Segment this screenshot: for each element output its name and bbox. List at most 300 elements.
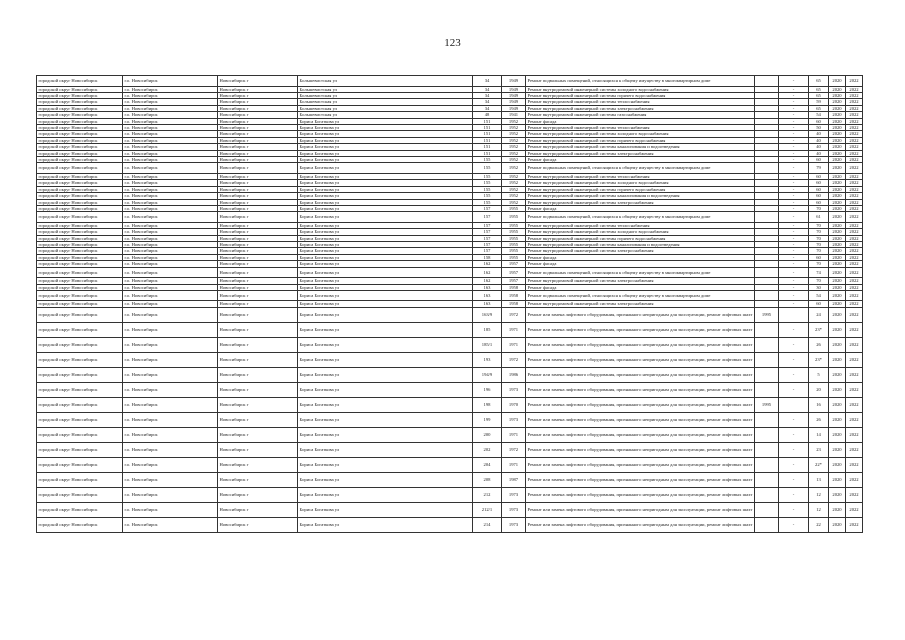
- cell-year-built: 1955: [502, 212, 526, 223]
- cell-house-number: 155: [473, 163, 502, 174]
- cell-house-number: 199: [473, 412, 502, 427]
- cell-street: Бориса Богаткова ул: [298, 137, 473, 143]
- cell-year-from: 2020: [829, 137, 846, 143]
- cell-year-from: 2020: [829, 205, 846, 211]
- cell-work-type: Ремонт или замена лифтового оборудования, признанного непригодным для эксплуатации, ремонт лифтовых шахт: [526, 322, 755, 337]
- cell-house-number: 151: [473, 137, 502, 143]
- cell-year-built: 1952: [502, 199, 526, 205]
- cell-volume: 70: [809, 235, 829, 241]
- cell-year-to: 2022: [846, 229, 863, 235]
- cell-street: Бориса Богаткова ул: [298, 337, 473, 352]
- cell-locality: Новосибирск г: [218, 278, 298, 284]
- cell-year-built: 1952: [502, 131, 526, 137]
- cell-street: Бориса Богаткова ул: [298, 284, 473, 290]
- cell-house-number: 214: [473, 517, 502, 532]
- cell-year-from: 2020: [829, 112, 846, 118]
- cell-extra-year: [755, 352, 779, 367]
- cell-year-built: 1941: [502, 112, 526, 118]
- cell-work-type: Ремонт внутридомовой инженерной системы горячего водоснабжения: [526, 137, 755, 143]
- cell-street: Бориса Богаткова ул: [298, 382, 473, 397]
- cell-city: г.о. Новосибирск: [123, 99, 218, 105]
- cell-year-built: 1973: [502, 502, 526, 517]
- cell-city: г.о. Новосибирск: [123, 156, 218, 162]
- cell-dash: -: [779, 150, 809, 156]
- cell-street: Большевистская ул: [298, 105, 473, 111]
- cell-locality: Новосибирск г: [218, 322, 298, 337]
- cell-work-type: Ремонт внутридомовой инженерной системы теплоснабжения: [526, 99, 755, 105]
- cell-dash: -: [779, 212, 809, 223]
- cell-work-type: Ремонт внутридомовой инженерной системы канализования и водоотведения: [526, 242, 755, 248]
- cell-year-built: 1973: [502, 412, 526, 427]
- cell-house-number: 155: [473, 199, 502, 205]
- cell-district: городской округ Новосибирск: [37, 137, 123, 143]
- cell-dash: -: [779, 112, 809, 118]
- cell-year-built: 1958: [502, 290, 526, 301]
- cell-house-number: 155: [473, 193, 502, 199]
- cell-locality: Новосибирск г: [218, 180, 298, 186]
- cell-year-from: 2020: [829, 131, 846, 137]
- cell-city: г.о. Новосибирск: [123, 118, 218, 124]
- cell-volume: 65: [809, 92, 829, 98]
- cell-volume: 74: [809, 267, 829, 278]
- cell-dash: -: [779, 382, 809, 397]
- cell-locality: Новосибирск г: [218, 382, 298, 397]
- cell-work-type: Ремонт внутридомовой инженерной системы электроснабжения: [526, 278, 755, 284]
- cell-district: городской округ Новосибирск: [37, 118, 123, 124]
- cell-volume: 70: [809, 205, 829, 211]
- cell-work-type: Ремонт фасада: [526, 254, 755, 260]
- cell-locality: Новосибирск г: [218, 517, 298, 532]
- cell-dash: -: [779, 105, 809, 111]
- cell-work-type: Ремонт фасада: [526, 261, 755, 267]
- cell-year-from: 2020: [829, 156, 846, 162]
- cell-district: городской округ Новосибирск: [37, 222, 123, 228]
- cell-district: городской округ Новосибирск: [37, 397, 123, 412]
- cell-dash: -: [779, 144, 809, 150]
- cell-locality: Новосибирск г: [218, 261, 298, 267]
- cell-year-from: 2020: [829, 261, 846, 267]
- cell-district: городской округ Новосибирск: [37, 235, 123, 241]
- cell-work-type: Ремонт подвальных помещений, относящихся к общему имуществу в многоквартирном доме: [526, 212, 755, 223]
- table-row: [37, 502, 863, 517]
- cell-district: городской округ Новосибирск: [37, 105, 123, 111]
- cell-extra-year: [755, 163, 779, 174]
- cell-city: г.о. Новосибирск: [123, 457, 218, 472]
- cell-street: Большевистская ул: [298, 99, 473, 105]
- cell-year-built: 1973: [502, 382, 526, 397]
- cell-locality: Новосибирск г: [218, 235, 298, 241]
- cell-district: городской округ Новосибирск: [37, 261, 123, 267]
- cell-city: г.о. Новосибирск: [123, 229, 218, 235]
- cell-locality: Новосибирск г: [218, 487, 298, 502]
- cell-locality: Новосибирск г: [218, 193, 298, 199]
- cell-year-to: 2022: [846, 290, 863, 301]
- cell-locality: Новосибирск г: [218, 124, 298, 130]
- cell-volume: 70: [809, 229, 829, 235]
- cell-extra-year: [755, 337, 779, 352]
- cell-street: Бориса Богаткова ул: [298, 397, 473, 412]
- cell-year-to: 2022: [846, 99, 863, 105]
- cell-volume: 70: [809, 242, 829, 248]
- cell-dash: -: [779, 199, 809, 205]
- page-number: 123: [444, 37, 461, 49]
- cell-dash: -: [779, 76, 809, 87]
- cell-work-type: Ремонт внутридомовой инженерной системы канализования и водоотведения: [526, 144, 755, 150]
- table-row: [37, 267, 863, 278]
- cell-street: Бориса Богаткова ул: [298, 412, 473, 427]
- cell-house-number: 34: [473, 86, 502, 92]
- cell-district: городской округ Новосибирск: [37, 99, 123, 105]
- table-row: [37, 352, 863, 367]
- cell-year-from: 2020: [829, 105, 846, 111]
- cell-street: Бориса Богаткова ул: [298, 502, 473, 517]
- cell-district: городской округ Новосибирск: [37, 124, 123, 130]
- cell-dash: -: [779, 457, 809, 472]
- cell-city: г.о. Новосибирск: [123, 235, 218, 241]
- cell-city: г.о. Новосибирск: [123, 307, 218, 322]
- cell-work-type: Ремонт или замена лифтового оборудования, признанного непригодным для эксплуатации, ремонт лифтовых шахт: [526, 352, 755, 367]
- cell-house-number: 162: [473, 278, 502, 284]
- cell-volume: 60: [809, 186, 829, 192]
- program-table-container: [36, 75, 862, 533]
- cell-year-built: 1958: [502, 284, 526, 290]
- cell-year-from: 2020: [829, 163, 846, 174]
- cell-city: г.о. Новосибирск: [123, 193, 218, 199]
- cell-street: Бориса Богаткова ул: [298, 254, 473, 260]
- cell-year-to: 2022: [846, 502, 863, 517]
- cell-dash: [779, 307, 809, 322]
- cell-dash: -: [779, 427, 809, 442]
- cell-city: г.о. Новосибирск: [123, 284, 218, 290]
- cell-year-from: 2020: [829, 229, 846, 235]
- cell-volume: 30: [809, 284, 829, 290]
- cell-work-type: Ремонт или замена лифтового оборудования, признанного непригодным для эксплуатации, ремонт лифтовых шахт: [526, 487, 755, 502]
- cell-year-from: 2020: [829, 487, 846, 502]
- cell-street: Бориса Богаткова ул: [298, 205, 473, 211]
- cell-house-number: 151: [473, 131, 502, 137]
- cell-year-built: 1952: [502, 180, 526, 186]
- cell-house-number: 157: [473, 248, 502, 254]
- cell-year-from: 2020: [829, 144, 846, 150]
- cell-house-number: 196: [473, 382, 502, 397]
- cell-dash: -: [779, 284, 809, 290]
- cell-street: Бориса Богаткова ул: [298, 261, 473, 267]
- cell-locality: Новосибирск г: [218, 397, 298, 412]
- cell-work-type: Ремонт или замена лифтового оборудования, признанного непригодным для эксплуатации, ремонт лифтовых шахт: [526, 427, 755, 442]
- cell-street: Бориса Богаткова ул: [298, 457, 473, 472]
- cell-dash: -: [779, 99, 809, 105]
- cell-street: Бориса Богаткова ул: [298, 242, 473, 248]
- cell-year-to: 2022: [846, 124, 863, 130]
- cell-year-to: 2022: [846, 427, 863, 442]
- cell-street: Бориса Богаткова ул: [298, 124, 473, 130]
- cell-year-from: 2020: [829, 284, 846, 290]
- cell-year-built: 1955: [502, 248, 526, 254]
- cell-district: городской округ Новосибирск: [37, 173, 123, 179]
- cell-volume: 54: [809, 290, 829, 301]
- cell-year-to: 2022: [846, 261, 863, 267]
- cell-dash: [779, 397, 809, 412]
- cell-city: г.о. Новосибирск: [123, 352, 218, 367]
- cell-volume: 22*: [809, 457, 829, 472]
- cell-year-built: 1955: [502, 235, 526, 241]
- cell-year-from: 2020: [829, 76, 846, 87]
- cell-house-number: 155: [473, 156, 502, 162]
- cell-year-built: 1949: [502, 86, 526, 92]
- cell-volume: 23*: [809, 322, 829, 337]
- cell-year-built: 1952: [502, 150, 526, 156]
- cell-year-to: 2022: [846, 222, 863, 228]
- cell-volume: 23: [809, 442, 829, 457]
- cell-city: г.о. Новосибирск: [123, 278, 218, 284]
- cell-city: г.о. Новосибирск: [123, 186, 218, 192]
- cell-year-to: 2022: [846, 163, 863, 174]
- cell-city: г.о. Новосибирск: [123, 412, 218, 427]
- cell-city: г.о. Новосибирск: [123, 212, 218, 223]
- cell-street: Большевистская ул: [298, 112, 473, 118]
- cell-district: городской округ Новосибирск: [37, 112, 123, 118]
- cell-extra-year: [755, 212, 779, 223]
- cell-volume: 60: [809, 193, 829, 199]
- cell-house-number: 151: [473, 124, 502, 130]
- cell-volume: 60: [809, 156, 829, 162]
- cell-locality: Новосибирск г: [218, 156, 298, 162]
- cell-extra-year: [755, 322, 779, 337]
- cell-dash: -: [779, 267, 809, 278]
- cell-city: г.о. Новосибирск: [123, 105, 218, 111]
- cell-volume: 65: [809, 86, 829, 92]
- cell-street: Бориса Богаткова ул: [298, 248, 473, 254]
- cell-year-from: 2020: [829, 457, 846, 472]
- cell-dash: -: [779, 290, 809, 301]
- cell-year-to: 2022: [846, 472, 863, 487]
- cell-dash: -: [779, 502, 809, 517]
- cell-year-from: 2020: [829, 248, 846, 254]
- cell-year-built: 1972: [502, 307, 526, 322]
- cell-city: г.о. Новосибирск: [123, 517, 218, 532]
- cell-city: г.о. Новосибирск: [123, 502, 218, 517]
- cell-house-number: 157: [473, 212, 502, 223]
- cell-extra-year: [755, 517, 779, 532]
- cell-year-from: 2020: [829, 397, 846, 412]
- cell-street: Бориса Богаткова ул: [298, 290, 473, 301]
- cell-extra-year: [755, 290, 779, 301]
- cell-year-built: 1972: [502, 352, 526, 367]
- cell-dash: -: [779, 86, 809, 92]
- cell-dash: -: [779, 229, 809, 235]
- cell-year-to: 2022: [846, 254, 863, 260]
- cell-work-type: Ремонт фасада: [526, 156, 755, 162]
- cell-locality: Новосибирск г: [218, 92, 298, 98]
- cell-year-from: 2020: [829, 307, 846, 322]
- cell-year-from: 2020: [829, 322, 846, 337]
- cell-city: г.о. Новосибирск: [123, 173, 218, 179]
- cell-work-type: Ремонт внутридомовой инженерной системы холодного водоснабжения: [526, 180, 755, 186]
- cell-work-type: Ремонт внутридомовой инженерной системы холодного водоснабжения: [526, 229, 755, 235]
- cell-work-type: Ремонт внутридомовой инженерной системы теплоснабжения: [526, 222, 755, 228]
- cell-district: городской округ Новосибирск: [37, 242, 123, 248]
- cell-city: г.о. Новосибирск: [123, 267, 218, 278]
- cell-extra-year: [755, 382, 779, 397]
- cell-year-to: 2022: [846, 199, 863, 205]
- cell-house-number: 162: [473, 267, 502, 278]
- cell-year-built: 1952: [502, 163, 526, 174]
- cell-volume: 60: [809, 254, 829, 260]
- cell-street: Бориса Богаткова ул: [298, 322, 473, 337]
- cell-year-built: 1949: [502, 92, 526, 98]
- table-row: [37, 307, 863, 322]
- cell-year-to: 2022: [846, 457, 863, 472]
- cell-work-type: Ремонт внутридомовой инженерной системы электроснабжения: [526, 248, 755, 254]
- cell-year-from: 2020: [829, 382, 846, 397]
- cell-volume: 70: [809, 248, 829, 254]
- cell-year-to: 2022: [846, 137, 863, 143]
- cell-extra-year: [755, 472, 779, 487]
- cell-locality: Новосибирск г: [218, 212, 298, 223]
- cell-locality: Новосибирск г: [218, 173, 298, 179]
- cell-work-type: Ремонт внутридомовой инженерной системы горячего водоснабжения: [526, 235, 755, 241]
- cell-year-built: 1973: [502, 517, 526, 532]
- cell-year-to: 2022: [846, 144, 863, 150]
- cell-year-to: 2022: [846, 267, 863, 278]
- program-table-body: [37, 76, 863, 533]
- cell-dash: -: [779, 131, 809, 137]
- table-row: [37, 412, 863, 427]
- cell-year-from: 2020: [829, 222, 846, 228]
- cell-locality: Новосибирск г: [218, 290, 298, 301]
- cell-house-number: 157: [473, 205, 502, 211]
- cell-work-type: Ремонт подвальных помещений, относящихся к общему имуществу в многоквартирном доме: [526, 267, 755, 278]
- cell-street: Бориса Богаткова ул: [298, 472, 473, 487]
- cell-house-number: 48: [473, 112, 502, 118]
- cell-street: Бориса Богаткова ул: [298, 367, 473, 382]
- cell-work-type: Ремонт внутридомовой инженерной системы канализования и водоотведения: [526, 193, 755, 199]
- cell-city: г.о. Новосибирск: [123, 242, 218, 248]
- cell-volume: 70: [809, 261, 829, 267]
- cell-house-number: 34: [473, 92, 502, 98]
- cell-city: г.о. Новосибирск: [123, 427, 218, 442]
- cell-locality: Новосибирск г: [218, 412, 298, 427]
- cell-house-number: 185/1: [473, 337, 502, 352]
- cell-year-to: 2022: [846, 322, 863, 337]
- cell-locality: Новосибирск г: [218, 186, 298, 192]
- cell-locality: Новосибирск г: [218, 144, 298, 150]
- cell-district: городской округ Новосибирск: [37, 267, 123, 278]
- cell-year-built: 1949: [502, 76, 526, 87]
- cell-house-number: 200: [473, 427, 502, 442]
- cell-dash: -: [779, 118, 809, 124]
- cell-work-type: Ремонт подвальных помещений, относящихся к общему имуществу в многоквартирном доме: [526, 290, 755, 301]
- cell-street: Большевистская ул: [298, 76, 473, 87]
- cell-city: г.о. Новосибирск: [123, 301, 218, 307]
- cell-locality: Новосибирск г: [218, 229, 298, 235]
- cell-locality: Новосибирск г: [218, 199, 298, 205]
- cell-city: г.о. Новосибирск: [123, 261, 218, 267]
- cell-extra-year: [755, 427, 779, 442]
- table-row: [37, 487, 863, 502]
- table-row: [37, 442, 863, 457]
- cell-locality: Новосибирск г: [218, 99, 298, 105]
- cell-year-from: 2020: [829, 412, 846, 427]
- cell-city: г.о. Новосибирск: [123, 290, 218, 301]
- cell-year-to: 2022: [846, 442, 863, 457]
- cell-year-from: 2020: [829, 118, 846, 124]
- cell-locality: Новосибирск г: [218, 284, 298, 290]
- cell-year-built: 1952: [502, 186, 526, 192]
- cell-year-to: 2022: [846, 397, 863, 412]
- cell-year-to: 2022: [846, 173, 863, 179]
- cell-district: городской округ Новосибирск: [37, 92, 123, 98]
- cell-district: городской округ Новосибирск: [37, 144, 123, 150]
- cell-city: г.о. Новосибирск: [123, 199, 218, 205]
- cell-volume: 60: [809, 173, 829, 179]
- cell-street: Бориса Богаткова ул: [298, 212, 473, 223]
- cell-house-number: 158: [473, 254, 502, 260]
- cell-volume: 26: [809, 412, 829, 427]
- cell-year-built: 1955: [502, 222, 526, 228]
- cell-street: Бориса Богаткова ул: [298, 156, 473, 162]
- cell-street: Бориса Богаткова ул: [298, 222, 473, 228]
- cell-house-number: 155: [473, 173, 502, 179]
- cell-volume: 23*: [809, 352, 829, 367]
- cell-year-to: 2022: [846, 301, 863, 307]
- cell-district: городской округ Новосибирск: [37, 212, 123, 223]
- cell-work-type: Ремонт или замена лифтового оборудования, признанного непригодным для эксплуатации, ремонт лифтовых шахт: [526, 307, 755, 322]
- cell-district: городской округ Новосибирск: [37, 131, 123, 137]
- cell-work-type: Ремонт внутридомовой инженерной системы горячего водоснабжения: [526, 186, 755, 192]
- cell-year-from: 2020: [829, 301, 846, 307]
- cell-city: г.о. Новосибирск: [123, 397, 218, 412]
- cell-city: г.о. Новосибирск: [123, 205, 218, 211]
- cell-year-to: 2022: [846, 382, 863, 397]
- cell-house-number: 151: [473, 144, 502, 150]
- cell-year-from: 2020: [829, 235, 846, 241]
- cell-house-number: 151: [473, 118, 502, 124]
- cell-city: г.о. Новосибирск: [123, 86, 218, 92]
- cell-house-number: 212/1: [473, 502, 502, 517]
- cell-work-type: Ремонт внутридомовой инженерной системы холодного водоснабжения: [526, 86, 755, 92]
- cell-volume: 61: [809, 212, 829, 223]
- cell-year-built: 1952: [502, 118, 526, 124]
- cell-work-type: Ремонт внутридомовой инженерной системы газоснабжения: [526, 112, 755, 118]
- cell-volume: 60: [809, 118, 829, 124]
- cell-city: г.о. Новосибирск: [123, 144, 218, 150]
- cell-dash: -: [779, 92, 809, 98]
- cell-dash: -: [779, 186, 809, 192]
- cell-dash: -: [779, 487, 809, 502]
- cell-year-from: 2020: [829, 517, 846, 532]
- cell-year-built: 1972: [502, 442, 526, 457]
- cell-street: Бориса Богаткова ул: [298, 278, 473, 284]
- cell-house-number: 163: [473, 301, 502, 307]
- cell-house-number: 155: [473, 180, 502, 186]
- cell-year-from: 2020: [829, 150, 846, 156]
- cell-district: городской округ Новосибирск: [37, 382, 123, 397]
- cell-work-type: Ремонт внутридомовой инженерной системы теплоснабжения: [526, 124, 755, 130]
- cell-extra-year: 1995: [755, 307, 779, 322]
- cell-house-number: 163: [473, 284, 502, 290]
- cell-district: городской округ Новосибирск: [37, 284, 123, 290]
- cell-volume: 24: [809, 307, 829, 322]
- table-row: [37, 290, 863, 301]
- table-row: [37, 472, 863, 487]
- cell-house-number: 202: [473, 442, 502, 457]
- cell-year-to: 2022: [846, 76, 863, 87]
- cell-year-from: 2020: [829, 352, 846, 367]
- cell-district: городской округ Новосибирск: [37, 248, 123, 254]
- cell-year-to: 2022: [846, 487, 863, 502]
- cell-volume: 59: [809, 99, 829, 105]
